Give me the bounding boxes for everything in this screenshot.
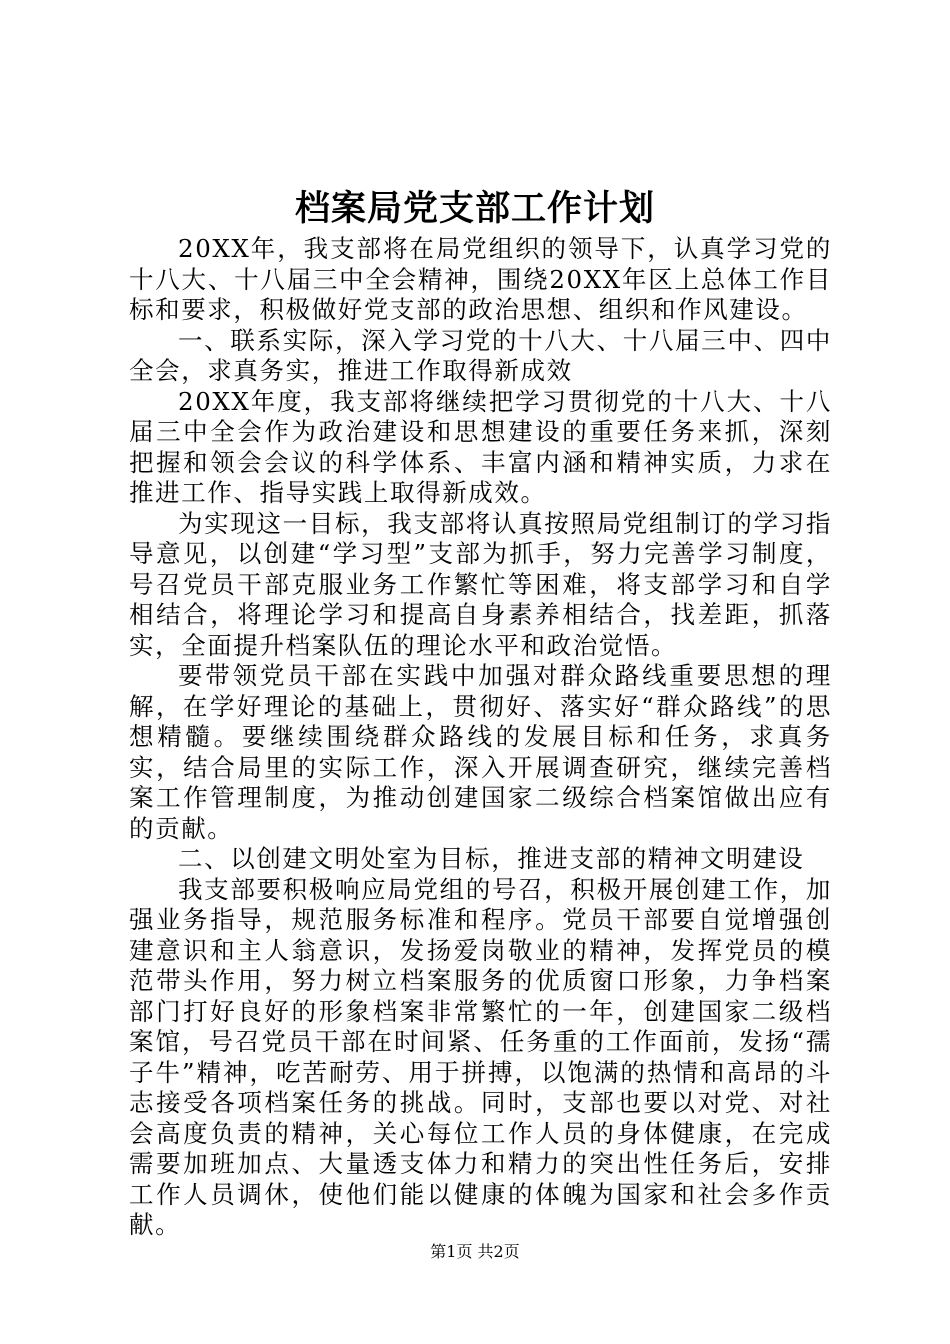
paragraph-section-2-a: 我支部要积极响应局党组的号召，积极开展创建工作，加强业务指导，规范服务标准和程序。党员干部要自觉增强创建意识和主人翁意识，发扬爱岗敬业的精神，发挥党员的模范带头作用，努力树立档案服务的优质窗口形象，力争档案部门打好良好的形象档案非常繁忙的一年，创建国家二级档案馆，号召党员干部在时间紧、任务重的工作面前，发扬“孺子牛”精神，吃苦耐劳、用于拼搏，以饱满的热情和高昂的斗志接受各项档案任务的挑战。同时，支部也要以对党、对社会高度负责的精神，关心每位工作人员的身体健康，在完成需要加班加点、大量透支体力和精力的突出性任务后，安排工作人员调休，使他们能以健康的体魄为国家和社会多作贡献。 <box>129 874 832 1239</box>
paragraph-section-1-a: 20XX年度，我支部将继续把学习贯彻党的十八大、十八届三中全会作为政治建设和思想建设的重要任务来抓，深刻把握和领会会议的科学体系、丰富内涵和精神实质，力求在推进工作、指导实践上取得新成效。 <box>129 386 832 507</box>
section-heading-2: 二、以创建文明处室为目标，推进支部的精神文明建设 <box>178 844 805 873</box>
paragraph-section-1-c: 要带领党员干部在实践中加强对群众路线重要思想的理解，在学好理论的基础上，贯彻好、落实好“群众路线”的思想精髓。要继续围绕群众路线的发展目标和任务，求真务实，结合局里的实际工作，深入开展调查研究，继续完善档案工作管理制度，为推动创建国家二级综合档案馆做出应有的贡献。 <box>129 661 832 843</box>
paragraph-intro: 20XX年，我支部将在局党组织的领导下，认真学习党的十八大、十八届三中全会精神，围绕20XX年区上总体工作目标和要求，积极做好党支部的政治思想、组织和作风建设。 <box>129 234 832 324</box>
paragraph-section-1-b: 为实现这一目标，我支部将认真按照局党组制订的学习指导意见，以创建“学习型”支部为抓手，努力完善学习制度，号召党员干部克服业务工作繁忙等困难，将支部学习和自学相结合，将理论学习和提高自身素养相结合，找差距，抓落实，全面提升档案队伍的理论水平和政治觉悟。 <box>129 508 832 660</box>
document-body <box>129 234 832 1241</box>
section-heading-1: 一、联系实际，深入学习党的十八大、十八届三中、四中全会，求真务实，推进工作取得新成效 <box>129 325 832 385</box>
page-number-footer: 第1页 共2页 <box>430 1242 520 1261</box>
document-title: 档案局党支部工作计划 <box>294 188 655 229</box>
